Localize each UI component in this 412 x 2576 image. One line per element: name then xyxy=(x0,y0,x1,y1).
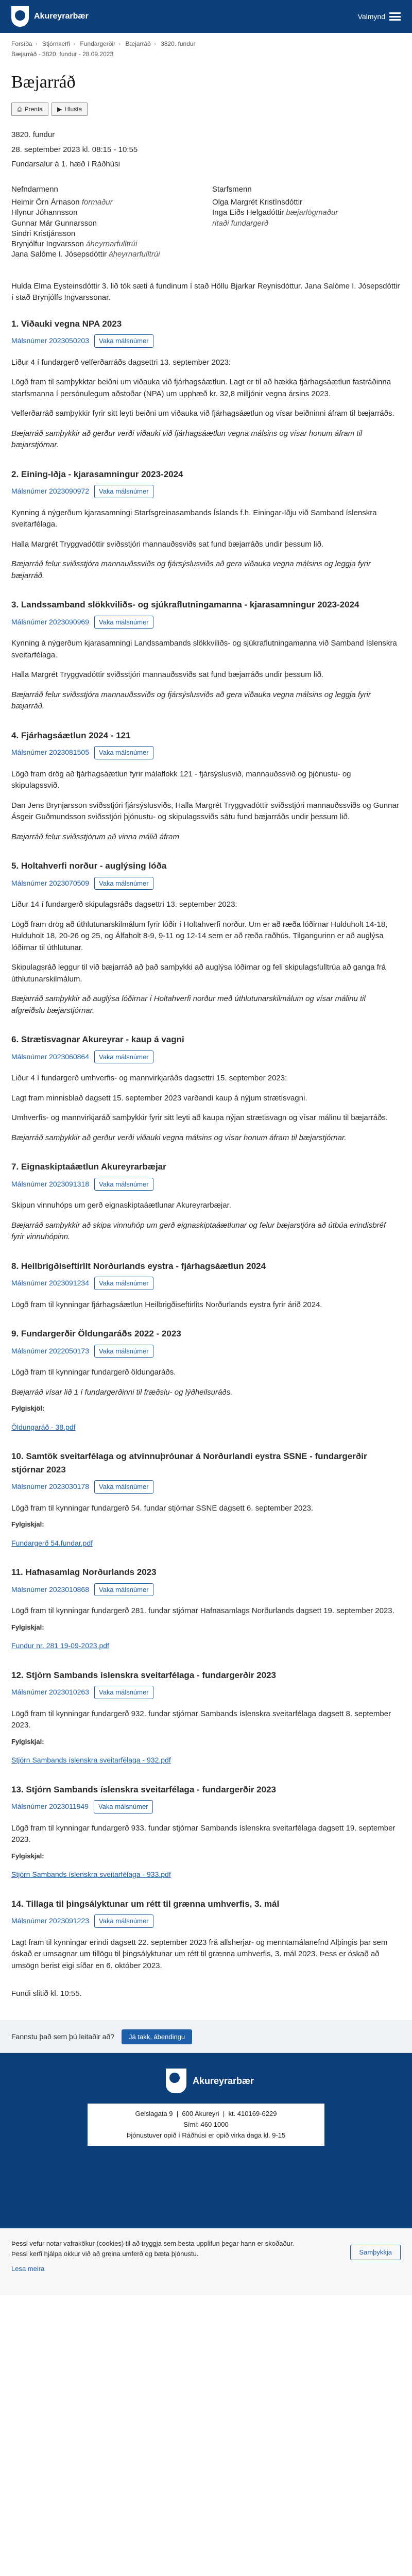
site-footer xyxy=(0,2053,412,2228)
attachment-label: Fylgiskjal: xyxy=(11,1623,44,1631)
person-row xyxy=(11,229,176,239)
speaker-icon: ▶ xyxy=(57,106,62,113)
agenda-item-title: 6. Strætisvagnar Akureyrar - kaup á vagni xyxy=(11,1035,184,1044)
site-name: Akureyrarbær xyxy=(34,12,89,21)
item-text: Lögð fram til samþykktar beiðni um viðauka við fjárhagsáætlun. Lagt er til að hækka fjárhagsáætlun fastráðinna starfsmanna í persónulegum aðstoðar (NPA) um upphæð kr. 32,8 milljónir vegna ársins 2023. xyxy=(11,378,391,398)
person-row xyxy=(11,218,176,229)
agenda-item xyxy=(11,598,401,713)
case-number-row xyxy=(11,616,401,629)
person-row xyxy=(212,197,377,208)
case-number: Málsnúmer 2023070509 xyxy=(11,878,89,887)
attendees-column xyxy=(11,184,176,260)
footer-postcode: 600 Akureyri xyxy=(182,2110,219,2117)
person-role: ritaði fundargerð xyxy=(212,218,269,228)
listen-label: Hlusta xyxy=(64,106,82,113)
agenda-item-title: 3. Landssamband slökkviliðs- og sjúkraflutningamanna - kjarasamningur 2023-2024 xyxy=(11,600,359,609)
item-text: Lögð fram til kynningar fundargerð 933. fundar stjórnar Sambands íslenskra sveitarfélaga dagsett 19. september 2023. xyxy=(11,1823,396,1844)
agenda-item xyxy=(11,859,401,1016)
agenda-item-title: 12. Stjórn Sambands íslenskra sveitarfélaga - fundargerðir 2023 xyxy=(11,1670,276,1680)
staff-column xyxy=(212,184,377,260)
person-row xyxy=(11,197,176,208)
chevron-right-icon: › xyxy=(153,40,156,47)
agenda-item-title: 7. Eignaskiptaáætlun Akureyrarbæjar xyxy=(11,1162,166,1172)
case-number-row xyxy=(11,1480,401,1494)
attachment-label: Fylgiskjal: xyxy=(11,1852,44,1860)
item-text: Skipun vinnuhóps um gerð eignaskiptaáætlunar Akureyrarbæjar. xyxy=(11,1201,231,1210)
case-number: Málsnúmer 2023091318 xyxy=(11,1179,89,1188)
person-row xyxy=(11,239,176,249)
item-text: Liður 4 í fundargerð umhverfis- og mannvirkjaráðs dagsettri 15. september 2023: xyxy=(11,1074,287,1082)
case-lookup-button[interactable]: Vaka málsnúmer xyxy=(94,1800,153,1814)
meeting-info xyxy=(11,129,401,171)
footer-hours: Þjónustuver opið í Ráðhúsi er opið virka daga kl. 9-15 xyxy=(126,2131,286,2139)
resolution-text: Bæjarráð felur sviðsstjóra mannauðssviðs og fjársýslusviðs að gera viðauka vegna málsins og leggja fyrir bæjarráð. xyxy=(11,690,371,710)
breadcrumb xyxy=(0,33,412,48)
case-number: Málsnúmer 2023010868 xyxy=(11,1585,89,1594)
resolution-text: Bæjarráð felur sviðsstjóra mannauðssviðs og fjársýslusviðs að gera viðauka vegna málsins og leggja fyrir bæjarráð. xyxy=(11,560,371,580)
case-number: Málsnúmer 2023091223 xyxy=(11,1917,89,1925)
case-lookup-button[interactable]: Vaka málsnúmer xyxy=(94,1178,153,1191)
person-name: Inga Eiðs Helgadóttir xyxy=(212,208,284,217)
person-name: Jana Salóme I. Jósepsdóttir xyxy=(11,250,107,259)
agenda-item-title: 5. Holtahverfi norður - auglýsing lóða xyxy=(11,861,167,871)
case-number: Málsnúmer 2023050203 xyxy=(11,336,89,345)
item-text: Skipulagsráð leggur til við bæjarráð að það samþykki að auglýsa lóðirnar og feli skipulagsfulltrúa að ganga frá úthlutunarskilmálum. xyxy=(11,963,386,984)
attachment-link[interactable]: Stjórn Sambands íslenskra sveitarfélaga - 933.pdf xyxy=(11,1870,171,1878)
item-text: Lögð fram til kynningar fundargerð 281. fundar stjórnar Hafnasamlags Norðurlands dagsett 19. september 2023. xyxy=(11,1606,394,1615)
feedback-bar xyxy=(0,2021,412,2054)
agenda-item xyxy=(11,1450,401,1549)
listen-button[interactable] xyxy=(52,103,88,116)
case-number-row xyxy=(11,746,401,759)
agenda-item xyxy=(11,1566,401,1652)
case-number-row xyxy=(11,1800,401,1814)
item-text: Lögð fram til kynningar fundargerð 932. fundar stjórnar Sambands íslenskra sveitarfélaga dagsett 8. september 2023. xyxy=(11,1709,391,1730)
chevron-right-icon: › xyxy=(35,40,38,47)
item-text: Kynning á nýgerðum kjarasamningi Landssambands slökkviliðs- og sjúkraflutningamanna við Samband íslenskra sveitarfélaga. xyxy=(11,639,397,659)
printer-icon: ⎙ xyxy=(17,106,22,113)
cookie-text: Þessi vefur notar vafrakökur (cookies) til að tryggja sem besta upplifun þegar hann er skoðaður. Þessi kerfi hjálpa okkur við að greina umferð og bæta þjónustu. xyxy=(11,2240,295,2258)
case-number-row xyxy=(11,334,401,348)
item-text: Lögð fram til kynningar fundargerð öldungaráðs. xyxy=(11,1368,176,1377)
case-number-row xyxy=(11,877,401,890)
resolution-text: Bæjarráð samþykkir að auglýsa lóðirnar í Holtahverfi norður með úthlutunarskilmálum og vísar málinu til afgreiðslu bæjarstjórnar. xyxy=(11,994,366,1015)
agenda-item xyxy=(11,1897,401,1972)
agenda-list xyxy=(11,317,401,1972)
agenda-item-title: 4. Fjárhagsáætlun 2024 - 121 xyxy=(11,730,131,740)
item-text: Umhverfis- og mannvirkjaráð samþykkir fyrir sitt leyti að kaupa nýjan strætisvagn og vísar málinu til bæjarráðs. xyxy=(11,1113,388,1122)
footer-logo[interactable] xyxy=(166,2069,401,2093)
agenda-item-title: 14. Tillaga til þingsályktunar um rétt til grænna umhverfis, 3. mál xyxy=(11,1899,280,1909)
case-number: Málsnúmer 2022050173 xyxy=(11,1346,89,1355)
cookie-banner xyxy=(0,2228,412,2295)
crest-icon xyxy=(11,6,29,27)
item-text: Lagt fram minnisblað dagsett 15. september 2023 varðandi kaup á nýjum strætisvagni. xyxy=(11,1093,307,1103)
agenda-item-title: 2. Eining-Iðja - kjarasamningur 2023-2024 xyxy=(11,469,183,479)
case-lookup-button[interactable]: Vaka málsnúmer xyxy=(94,485,153,498)
hamburger-icon xyxy=(389,12,401,21)
case-number: Málsnúmer 2023010263 xyxy=(11,1688,89,1697)
footer-site-name: Akureyrarbær xyxy=(193,2075,254,2086)
case-number: Málsnúmer 2023091234 xyxy=(11,1279,89,1287)
feedback-button[interactable]: Já takk, ábendingu xyxy=(122,2029,192,2045)
attachment-label: Fylgiskjal: xyxy=(11,1737,44,1745)
person-role: formaður xyxy=(81,198,113,207)
site-logo[interactable] xyxy=(11,6,89,27)
meeting-date: 28. september 2023 kl. 08:15 - 10:55 xyxy=(11,145,138,154)
person-name: Hlynur Jóhannsson xyxy=(11,208,78,217)
case-number-row xyxy=(11,1345,401,1358)
agenda-item xyxy=(11,1327,401,1433)
breadcrumb-item: 3820. fundur xyxy=(161,40,196,47)
resolution-text: Bæjarráð samþykkir að skipa vinnuhóp um gerð eignaskiptaáætlunar og felur bæjarstjóra að útbúa erindisbréf fyrir vinnuhópinn. xyxy=(11,1221,386,1241)
agenda-item-title: 10. Samtök sveitarfélaga og atvinnuþróunar á Norðurlandi eystra SSNE - fundargerðir stjórnar 2023 xyxy=(11,1451,367,1475)
item-text: Lögð fram til kynningar fundargerð 54. fundar stjórnar SSNE dagsett 6. september 2023. xyxy=(11,1503,314,1513)
case-lookup-button[interactable]: Vaka málsnúmer xyxy=(94,1686,153,1699)
contact-box: Geislagata 9 | 600 Akureyri | kt. 410169-6229 Sími: 460 1000 Þjónustuver opið í Ráðhúsi er opið virka daga kl. 9-15 xyxy=(88,2104,324,2146)
case-number-row xyxy=(11,485,401,498)
agenda-item xyxy=(11,468,401,582)
agenda-item xyxy=(11,1160,401,1243)
cookie-read-more-link[interactable]: Lesa meira xyxy=(11,2265,45,2273)
agenda-item-title: 9. Fundargerðir Öldungaráðs 2022 - 2023 xyxy=(11,1329,181,1338)
feedback-question: Fannstu það sem þú leitaðir að? xyxy=(11,2032,115,2041)
case-number-row xyxy=(11,1277,401,1290)
agenda-item xyxy=(11,1033,401,1144)
attachment-link[interactable]: Öldungaráð - 38.pdf xyxy=(11,1422,76,1431)
case-number: Málsnúmer 2023090972 xyxy=(11,487,89,496)
agenda-item-title: 11. Hafnasamlag Norðurlands 2023 xyxy=(11,1567,157,1577)
resolution-text: Bæjarráð felur sviðsstjórum að vinna málið áfram. xyxy=(11,832,182,841)
attachment-label: Fylgiskjöl: xyxy=(11,1404,45,1412)
main-content xyxy=(0,69,412,2000)
page-toolbar xyxy=(11,103,401,116)
resolution-text: Bæjarráð samþykkir að gerður verði viðauki við fjárhagsáætlun vegna málsins og vísar honum áfram til bæjarstjórnar. xyxy=(11,429,363,449)
agenda-item-title: 13. Stjórn Sambands íslenskra sveitarfélaga - fundargerðir 2023 xyxy=(11,1784,276,1794)
agenda-item xyxy=(11,1669,401,1767)
case-number-row xyxy=(11,1178,401,1191)
item-text: Liður 4 í fundargerð velferðarráðs dagsettri 13. september 2023: xyxy=(11,358,231,367)
item-text: Velferðarráð samþykkir fyrir sitt leyti beiðni um viðauka við fjárhagsáætlun og vísar beiðninni áfram til bæjarráðs. xyxy=(11,409,394,418)
participants xyxy=(11,184,401,260)
attachment-link[interactable]: Stjórn Sambands íslenskra sveitarfélaga - 932.pdf xyxy=(11,1756,171,1764)
person-role: áheyrnarfulltrúi xyxy=(86,240,138,248)
case-lookup-button[interactable]: Vaka málsnúmer xyxy=(94,334,153,348)
case-lookup-button[interactable]: Vaka málsnúmer xyxy=(94,1345,153,1358)
staff-heading: Starfsmenn xyxy=(212,184,252,194)
attachment-link[interactable]: Fundur nr. 281 19-09-2023.pdf xyxy=(11,1641,109,1650)
agenda-item-title: 8. Heilbrigðiseftirlit Norðurlands eystra - fjárhagsáætlun 2024 xyxy=(11,1261,266,1271)
case-lookup-button[interactable]: Vaka málsnúmer xyxy=(94,616,153,629)
chevron-right-icon: › xyxy=(73,40,76,47)
item-text: Lögð fram drög að fjárhagsáætlun fyrir málaflokk 121 - fjársýslusvið, mannauðssvið og þjónustu- og skipulagssvið. xyxy=(11,769,351,790)
item-text: Liður 14 í fundargerð skipulagsráðs dagsettri 13. september 2023: xyxy=(11,900,237,909)
person-role: bæjarlögmaður xyxy=(286,208,338,217)
case-lookup-button[interactable]: Vaka málsnúmer xyxy=(94,1914,153,1928)
agenda-item xyxy=(11,1260,401,1311)
case-number-row xyxy=(11,1050,401,1064)
case-lookup-button[interactable]: Vaka málsnúmer xyxy=(94,1050,153,1064)
meeting-intro: Hulda Elma Eysteinsdóttir 3. lið tók sæti á fundinum í stað Höllu Bjarkar Reynisdóttur. Jana Salóme I. Jósepsdóttir í stað Brynjólfs Ingvarssonar. xyxy=(11,281,400,302)
case-number: Málsnúmer 2023060864 xyxy=(11,1052,89,1061)
case-number-row xyxy=(11,1583,401,1597)
page-title: Bæjarráð xyxy=(11,73,76,92)
case-number: Málsnúmer 2023011949 xyxy=(11,1802,89,1811)
breadcrumb-item[interactable]: Stjórnkerfi xyxy=(42,40,71,47)
person-name: Gunnar Már Gunnarsson xyxy=(11,218,97,228)
attendees-list xyxy=(11,197,176,260)
person-row xyxy=(212,208,377,218)
person-name: Heimir Örn Árnason xyxy=(11,198,80,207)
menu-button[interactable] xyxy=(358,11,401,22)
case-lookup-button[interactable]: Vaka málsnúmer xyxy=(94,1583,153,1597)
item-text: Lögð fram til kynningar fjárhagsáætlun Heilbrigðiseftirlits Norðurlands eystra fyrir árið 2024. xyxy=(11,1300,322,1309)
case-number: Málsnúmer 2023030178 xyxy=(11,1482,89,1491)
person-name: Sindri Kristjánsson xyxy=(11,229,76,238)
agenda-item xyxy=(11,317,401,451)
case-lookup-button[interactable]: Vaka málsnúmer xyxy=(94,746,153,759)
print-label: Prenta xyxy=(24,106,43,113)
case-lookup-button[interactable]: Vaka málsnúmer xyxy=(94,1277,153,1290)
item-text: Lagt fram til kynningar erindi dagsett 22. september 2023 frá allsherjar- og menntamálanefnd Alþingis þar sem óskað er umsagnar um tillögu til þingsályktunar um rétt til grænna umhverfis, 3. mál 2023. Þess er óskað að umsögn berist eigi síðar en 6. október 2023. xyxy=(11,1938,388,1970)
attachment-label: Fylgiskjal: xyxy=(11,1520,44,1528)
person-role: áheyrnarfulltrúi xyxy=(109,250,160,259)
case-number-row xyxy=(11,1914,401,1928)
person-row xyxy=(11,208,176,218)
cookie-accept-button[interactable]: Samþykkja xyxy=(350,2245,401,2260)
resolution-text: Bæjarráð samþykkir að gerður verði viðauki vegna málsins og vísar honum áfram til bæjarstjórnar. xyxy=(11,1133,347,1142)
meeting-place: Fundarsalur á 1. hæð í Ráðhúsi xyxy=(11,160,120,168)
agenda-item xyxy=(11,1783,401,1881)
breadcrumb-item[interactable]: Fundargerðir xyxy=(80,40,116,47)
attachment-link[interactable]: Fundargerð 54.fundar.pdf xyxy=(11,1538,93,1547)
case-number: Málsnúmer 2023090969 xyxy=(11,617,89,626)
item-text: Halla Margrét Tryggvadóttir sviðsstjóri mannauðssviðs sat fund bæjarráðs undir þessum lið. xyxy=(11,539,324,549)
footer-phone[interactable]: Sími: 460 1000 xyxy=(183,2120,229,2128)
case-lookup-button[interactable]: Vaka málsnúmer xyxy=(94,877,153,890)
breadcrumb-item[interactable]: Forsíða xyxy=(11,40,32,47)
chevron-right-icon: › xyxy=(118,40,121,47)
breadcrumb-secondary: Bæjarráð - 3820. fundur - 28.09.2023 xyxy=(11,50,114,58)
crest-icon xyxy=(166,2069,186,2093)
print-button[interactable] xyxy=(11,103,48,116)
meeting-number: 3820. fundur xyxy=(11,130,55,139)
item-text: Lögð fram drög að úthlutunarskilmálum fyrir lóðir í Holtahverfi norður. Um er að ræða lóðirnar Hulduholt 14-18, Hulduholt 18, 20-26 og 25, og Álfaholt 8-9, 9-11 og 12-14 sem er að ræða raðhús. Tilgangurinn er að auglýsa lóðirnar til úthlutunar. xyxy=(11,920,388,952)
case-number: Málsnúmer 2023081505 xyxy=(11,748,89,757)
case-lookup-button[interactable]: Vaka málsnúmer xyxy=(94,1480,153,1494)
person-row xyxy=(11,249,176,260)
attendees-heading: Nefndarmenn xyxy=(11,184,58,194)
person-name: Olga Margrét Kristínsdóttir xyxy=(212,198,303,207)
item-text: Kynning á nýgerðum kjarasamningi Starfsgreinasambands Íslands f.h. Einingar-Iðju við Samband íslenskra sveitarfélaga. xyxy=(11,508,377,529)
breadcrumb-item[interactable]: Bæjarráð xyxy=(125,40,151,47)
resolution-text: Bæjarráð vísar lið 1 í fundargerðinni til fræðslu- og lýðheilsuráðs. xyxy=(11,1387,233,1397)
menu-label: Valmynd xyxy=(357,12,385,21)
person-name: Brynjólfur Ingvarsson xyxy=(11,240,84,248)
item-text: Dan Jens Brynjarsson sviðsstjóri fjársýslusviðs, Halla Margrét Tryggvadóttir sviðsstjóri mannauðssviðs og Gunnar Ásgeir Guðmundsson sviðsstjóri þjónustu- og skipulagssviðs sátu fund bæjarráðs undir þessum lið. xyxy=(11,801,399,821)
agenda-item xyxy=(11,729,401,843)
staff-list xyxy=(212,197,377,229)
agenda-item-title: 1. Viðauki vegna NPA 2023 xyxy=(11,318,122,329)
person-row xyxy=(212,218,377,229)
case-number-row xyxy=(11,1686,401,1699)
top-navigation-bar xyxy=(0,0,412,33)
item-text: Halla Margrét Tryggvadóttir sviðsstjóri mannauðssviðs sat fund bæjarráðs undir þessum lið. xyxy=(11,670,324,679)
footer-ssn: kt. 410169-6229 xyxy=(228,2110,277,2117)
footer-address: Geislagata 9 xyxy=(135,2110,173,2117)
closing-note: Fundi slitið kl. 10:55. xyxy=(11,1989,82,1998)
